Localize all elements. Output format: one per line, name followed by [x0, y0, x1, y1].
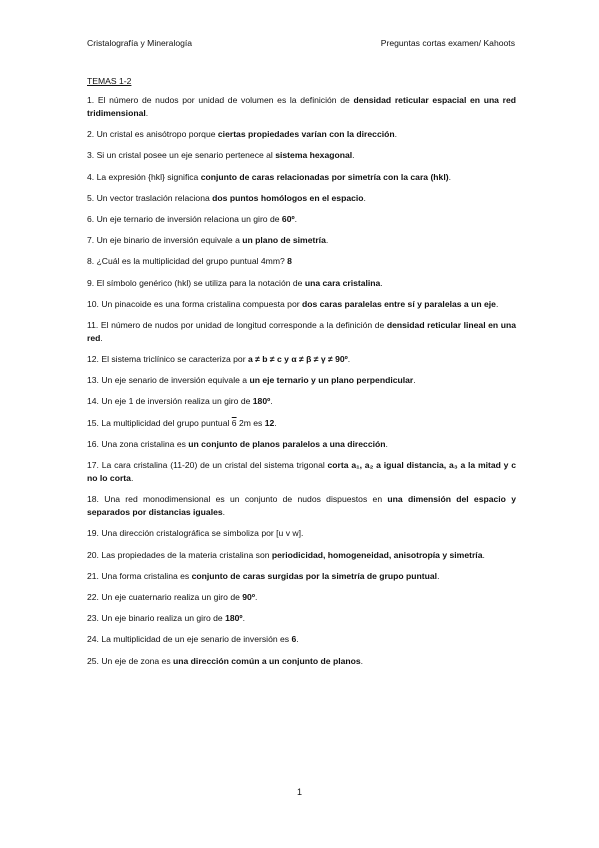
question-text: El sistema triclínico se caracteriza por [101, 354, 248, 365]
question-text-end: . [145, 108, 149, 118]
question-number: 4. [87, 171, 95, 182]
question-answer: densidad reticular espacial en una red tridimensional [87, 95, 517, 118]
question-answer: un eje ternario y un plano perpendicular [249, 375, 414, 386]
question-answer: sistema hexagonal [275, 150, 353, 161]
question-text: La multiplicidad del grupo puntual [101, 417, 232, 428]
question-answer: 8 [287, 256, 292, 267]
question-text: Una zona cristalina es [101, 438, 189, 449]
question-item [87, 128, 516, 141]
question-number: 13. [87, 375, 99, 386]
question-item [87, 277, 516, 290]
question-text: El número de nudos por unidad de volumen es la definición de [97, 95, 354, 105]
question-text-end: [u v w]. [276, 528, 304, 539]
question-text-end: . [482, 549, 485, 560]
question-number: 1. [87, 95, 95, 105]
question-number: 21. [87, 570, 99, 581]
question-answer: un plano de simetría [242, 235, 326, 246]
question-item [87, 549, 516, 562]
question-number: 7. [87, 235, 95, 246]
question-item [87, 438, 516, 451]
question-answer: 90º [242, 591, 255, 602]
question-text: 2m es [236, 417, 265, 428]
question-answer: ciertas propiedades varían con la dirección [217, 129, 395, 140]
question-text-end: . [242, 613, 245, 624]
question-text: Un eje binario realiza un giro de [101, 613, 226, 624]
question-number: 14. [87, 396, 99, 407]
question-item [87, 149, 516, 162]
question-text: Un cristal es anisótropo porque [96, 129, 218, 140]
question-text: Un eje de zona es [101, 655, 174, 666]
question-text-end: . [437, 570, 440, 581]
question-answer: una cara cristalina [304, 277, 381, 288]
question-number: 10. [87, 298, 99, 309]
question-answer: conjunto de caras surgidas por la simetría de grupo puntual [191, 570, 438, 581]
question-answer: corta a₁, a₂ a igual distancia, a₃ a la mitad y c no lo corta [87, 460, 517, 483]
question-text-end: . [380, 277, 383, 288]
question-text: Las propiedades de la materia cristalina son [101, 549, 272, 560]
question-item [87, 591, 516, 604]
question-number: 18. [87, 494, 99, 505]
question-text: Un eje binario de inversión equivale a [96, 235, 243, 246]
page-number: 1 [296, 787, 302, 797]
question-answer: 12 [264, 417, 275, 428]
question-item [87, 171, 516, 184]
question-number: 8. [87, 256, 95, 267]
question-answer: 180º [225, 613, 243, 624]
question-number: 15. [87, 417, 99, 428]
question-answer: conjunto de caras relacionadas por simetría con la cara (hkl) [200, 171, 449, 182]
question-answer: una dimensión del espacio y separados por distancias iguales [87, 494, 516, 518]
question-text-end: . [347, 354, 351, 365]
question-item [87, 395, 516, 408]
question-text: El símbolo genérico (hkl) se utiliza para la notación de [96, 277, 305, 288]
question-text-end: . [296, 634, 299, 645]
question-text-end: . [413, 375, 416, 386]
question-number: 17. [87, 460, 99, 470]
question-text-end: . [385, 438, 388, 449]
question-text-end: . [325, 235, 329, 246]
question-item [87, 255, 516, 268]
overline-symbol: 6 [231, 417, 237, 428]
question-text-end: . [448, 171, 451, 182]
question-text: Si un cristal posee un eje senario pertenece al [96, 150, 276, 161]
question-text: El número de nudos por unidad de longitud corresponde a la definición de [100, 319, 387, 330]
question-text: La expresión {hkl} significa [96, 171, 201, 182]
question-number: 3. [87, 150, 95, 161]
question-item [87, 213, 516, 226]
question-text-end: . [100, 332, 103, 343]
question-answer: 180º [252, 396, 271, 407]
question-number: 12. [87, 354, 99, 365]
question-item [87, 353, 516, 366]
question-text-end: . [270, 396, 273, 407]
question-number: 25. [87, 655, 99, 666]
header-course-title: Cristalografía y Mineralogía [87, 38, 193, 48]
question-text: Una dirección cristalográfica se simboliza por [101, 528, 277, 539]
question-number: 11. [87, 319, 99, 330]
question-item [87, 234, 516, 247]
question-answer: periodicidad, homogeneidad, anisotropía y simetría [271, 549, 483, 560]
question-text-end: . [360, 655, 364, 666]
question-answer: 60º [281, 213, 295, 224]
question-item [87, 192, 516, 205]
question-number: 23. [87, 613, 99, 624]
question-number: 16. [87, 438, 99, 449]
question-text-end: . [363, 192, 366, 203]
header-document-title: Preguntas cortas examen/ Kahoots [380, 38, 515, 48]
section-title: TEMAS 1-2 [87, 76, 132, 86]
question-item [87, 319, 516, 345]
question-number: 5. [87, 192, 95, 203]
question-item [87, 527, 516, 540]
question-answer: una dirección común a un conjunto de planos [173, 655, 361, 666]
question-text-end: . [254, 591, 258, 602]
question-number: 24. [87, 634, 99, 645]
question-text: Una forma cristalina es [101, 570, 192, 581]
question-text: Un pinacoide es una forma cristalina compuesta por [101, 298, 302, 309]
question-number: 2. [87, 129, 95, 140]
question-text-end: . [274, 417, 277, 428]
question-text: Un eje senario de inversión equivale a [101, 375, 250, 386]
question-text: Un eje 1 de inversión realiza un giro de [101, 396, 253, 407]
question-text: La multiplicidad de un eje senario de inversión es [101, 634, 292, 645]
question-item [87, 570, 516, 583]
question-text: ¿Cuál es la multiplicidad del grupo puntual 4mm? [96, 256, 288, 267]
question-item [87, 94, 516, 120]
question-number: 9. [87, 277, 95, 288]
question-number: 19. [87, 528, 99, 539]
question-number: 22. [87, 591, 99, 602]
question-text: La cara cristalina (11-20) de un cristal del sistema trigonal [101, 460, 328, 470]
question-text: Un vector traslación relaciona [96, 192, 213, 203]
question-text-end: . [294, 213, 298, 224]
question-text-end: . [222, 507, 226, 518]
question-answer: dos caras paralelas entre sí y paralelas a un eje [301, 298, 496, 309]
question-item [87, 374, 516, 387]
question-text-end: . [495, 298, 499, 309]
question-text: Un eje cuaternario realiza un giro de [101, 591, 243, 602]
question-item [87, 633, 516, 646]
question-answer: 6 [291, 634, 297, 645]
question-answer: dos puntos homólogos en el espacio [212, 192, 364, 203]
question-answer: un conjunto de planos paralelos a una dirección [188, 438, 386, 449]
question-text: Una red monodimensional es un conjunto de nudos dispuestos en [104, 494, 388, 505]
question-text-end: . [394, 129, 398, 140]
question-item [87, 298, 516, 311]
question-text-end: . [352, 150, 355, 161]
question-item [87, 493, 516, 519]
question-item [87, 417, 516, 430]
question-number: 20. [87, 549, 99, 560]
question-item [87, 612, 516, 625]
question-list [87, 94, 516, 676]
question-answer: a ≠ b ≠ c y α ≠ β ≠ γ ≠ 90º [247, 354, 348, 365]
question-item [87, 655, 516, 668]
question-text-end: . [130, 473, 134, 483]
question-number: 6. [87, 213, 95, 224]
question-answer: densidad reticular lineal en una red [87, 319, 516, 343]
question-item [87, 459, 516, 485]
question-text: Un eje ternario de inversión relaciona un giro de [96, 213, 282, 224]
